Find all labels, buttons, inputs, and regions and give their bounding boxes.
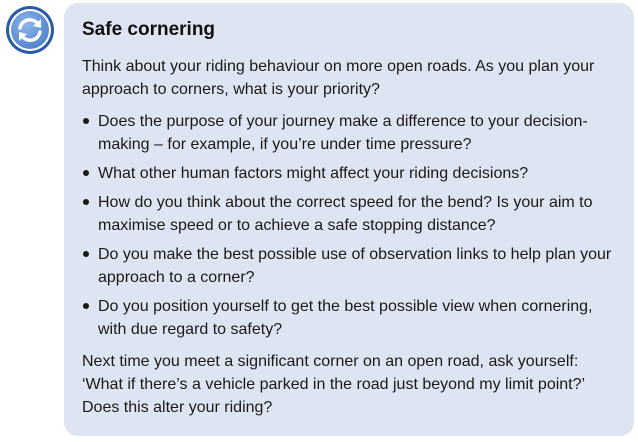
list-item (82, 243, 614, 289)
refresh-cycle-icon (5, 5, 55, 55)
list-item (82, 110, 614, 156)
list-item (82, 162, 614, 185)
bullet-dot-icon (83, 251, 89, 257)
bullet-dot-icon (83, 118, 89, 124)
list-item-text: Does the purpose of your journey make a difference to your decision-making – for example, if you’re under time pressure? (98, 113, 588, 153)
closing-paragraph: Next time you meet a significant corner on an open road, ask yourself: ‘What if there’s a vehicle parked in the road just beyond my limit point?’ Does this alter your riding? (82, 353, 585, 416)
list-item-text: What other human factors might affect your riding decisions? (98, 165, 529, 182)
list-item (82, 191, 614, 237)
bullet-dot-icon (83, 170, 89, 176)
intro-paragraph: Think about your riding behaviour on more open roads. As you plan your approach to corners, what is your priority? (82, 58, 595, 98)
list-item-text: Do you position yourself to get the best possible view when cornering, with due regard to safety? (98, 298, 593, 338)
bullet-dot-icon (83, 303, 89, 309)
list-item (82, 295, 614, 341)
list-item-text: Do you make the best possible use of observation links to help plan your approach to a corner? (98, 246, 612, 286)
question-list (82, 110, 614, 341)
list-item-text: How do you think about the correct speed for the bend? Is your aim to maximise speed or to achieve a safe stopping distance? (98, 194, 593, 234)
activity-panel (64, 3, 634, 436)
bullet-dot-icon (83, 199, 89, 205)
panel-title: Safe cornering (82, 19, 216, 40)
